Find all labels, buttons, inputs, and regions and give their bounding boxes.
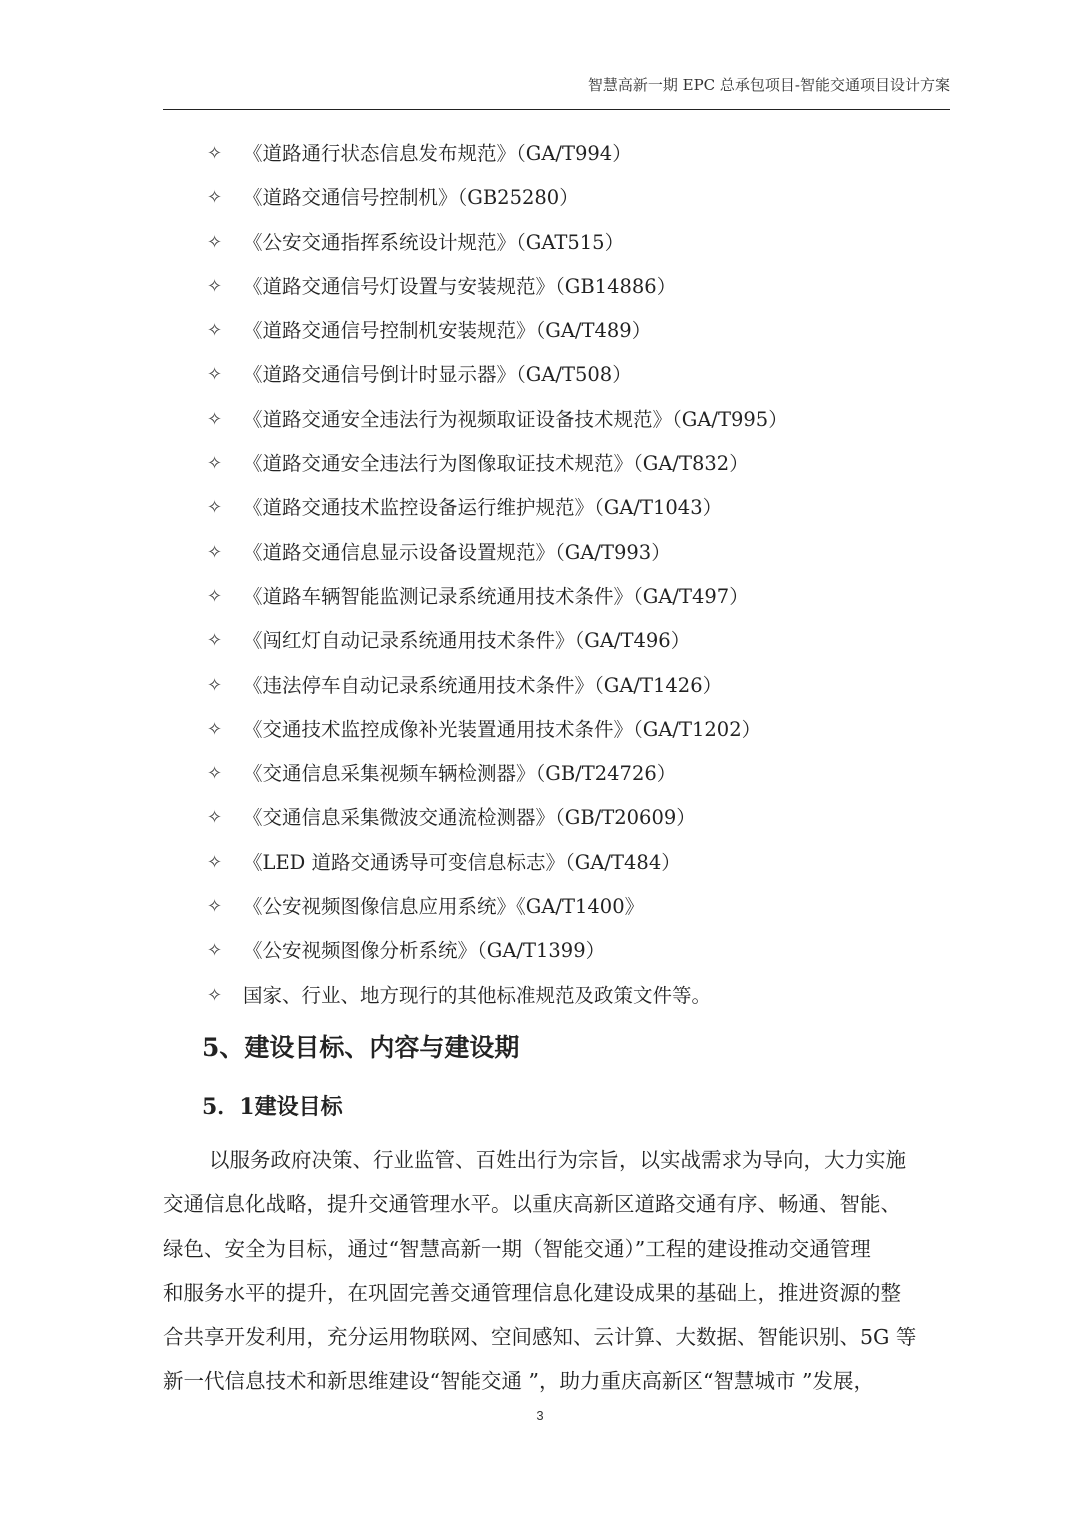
diamond-bullet-icon: ✧ [207,364,223,386]
diamond-bullet-icon: ✧ [207,187,223,209]
list-item [207,664,788,708]
standard-text: 《交通信息采集微波交通流检测器》（GB/T20609） [243,806,696,830]
diamond-bullet-icon: ✧ [207,231,223,253]
standard-text: 《道路通行状态信息发布规范》（GA/T994） [243,142,632,165]
diamond-bullet-icon: ✧ [207,940,223,962]
diamond-bullet-icon: ✧ [207,896,223,918]
diamond-bullet-icon: ✧ [207,984,223,1006]
standard-text: 《道路交通安全违法行为图像取证技术规范》（GA/T832） [243,452,749,476]
diamond-bullet-icon: ✧ [207,585,223,607]
list-item [207,176,788,220]
diamond-bullet-icon: ✧ [207,453,223,475]
standard-text: 《交通信息采集视频车辆检测器》（GB/T24726） [243,762,677,786]
standard-text: 《道路交通技术监控设备运行维护规范》（GA/T1043） [243,496,723,520]
standard-text: 《闯红灯自动记录系统通用技术条件》（GA/T496） [243,629,691,653]
list-item [207,708,788,752]
standard-text: 《公安交通指挥系统设计规范》（GAT515） [243,230,625,254]
paragraph-line: 和服务水平的提升，在巩固完善交通管理信息化建设成果的基础上，推进资源的整 [163,1280,901,1305]
list-item [207,132,788,176]
diamond-bullet-icon: ✧ [207,718,223,740]
diamond-bullet-icon: ✧ [207,763,223,785]
standard-text: 《交通技术监控成像补光装置通用技术条件》（GA/T1202） [243,717,762,741]
standards-list [207,132,788,1018]
standard-text: 《道路交通信号倒计时显示器》（GA/T508） [243,363,632,387]
standard-text: 《LED 道路交通诱导可变信息标志》（GA/T484） [243,850,681,874]
standard-text: 《违法停车自动记录系统通用技术条件》（GA/T1426） [243,673,723,697]
list-item [207,309,788,353]
diamond-bullet-icon: ✧ [207,630,223,652]
list-item [207,398,788,442]
diamond-bullet-icon: ✧ [207,541,223,563]
diamond-bullet-icon: ✧ [207,674,223,696]
standard-text: 《道路交通安全违法行为视频取证设备技术规范》（GA/T995） [243,407,788,431]
list-item [207,974,788,1018]
diamond-bullet-icon: ✧ [207,143,223,164]
standard-text: 《道路车辆智能监测记录系统通用技术条件》（GA/T497） [243,584,749,608]
standard-text: 《公安视频图像信息应用系统》《GA/T1400》 [243,895,645,919]
running-header: 智慧高新一期 EPC 总承包项目-智能交通项目设计方案 [587,76,950,94]
standard-text: 《道路交通信号控制机安装规范》（GA/T489） [243,319,652,343]
list-item [207,796,788,840]
list-item [207,353,788,397]
diamond-bullet-icon: ✧ [207,497,223,519]
standard-text: 《道路交通信息显示设备设置规范》（GA/T993） [243,540,671,564]
list-item [207,929,788,973]
paragraph-line: 以服务政府决策、行业监管、百姓出行为宗旨，以实战需求为导向，大力实施 [209,1148,906,1172]
body-paragraph [163,1138,953,1404]
paragraph-line: 新一代信息技术和新思维建设“智能交通 ”，助力重庆高新区“智慧城市 ”发展， [163,1369,874,1394]
header-divider [163,109,950,110]
diamond-bullet-icon: ✧ [207,320,223,342]
list-item [207,885,788,929]
list-item [207,619,788,663]
diamond-bullet-icon: ✧ [207,807,223,829]
paragraph-line: 绿色、安全为目标，通过“智慧高新一期（智能交通）”工程的建设推动交通管理 [163,1236,871,1261]
list-item [207,265,788,309]
standard-text: 国家、行业、地方现行的其他标准规范及政策文件等。 [243,983,712,1007]
list-item [207,752,788,796]
standard-text: 《道路交通信号控制机》（GB25280） [243,186,579,210]
list-item [207,442,788,486]
standard-text: 《公安视频图像分析系统》（GA/T1399） [243,939,606,963]
standard-text: 《道路交通信号灯设置与安装规范》（GB14886） [243,274,677,298]
diamond-bullet-icon: ✧ [207,408,223,430]
paragraph-line: 合共享开发利用，充分运用物联网、空间感知、云计算、大数据、智能识别、5G 等 [163,1325,917,1350]
section-heading: 5、建设目标、内容与建设期 [202,1033,520,1062]
paragraph-line: 交通信息化战略，提升交通管理水平。以重庆高新区道路交通有序、畅通、智能、 [163,1192,901,1217]
list-item [207,575,788,619]
list-item [207,486,788,530]
list-item [207,531,788,575]
list-item [207,221,788,265]
diamond-bullet-icon: ✧ [207,851,223,873]
diamond-bullet-icon: ✧ [207,275,223,297]
page-number: 3 [536,1408,544,1423]
list-item [207,841,788,885]
subsection-heading: 5．1建设目标 [202,1094,343,1120]
